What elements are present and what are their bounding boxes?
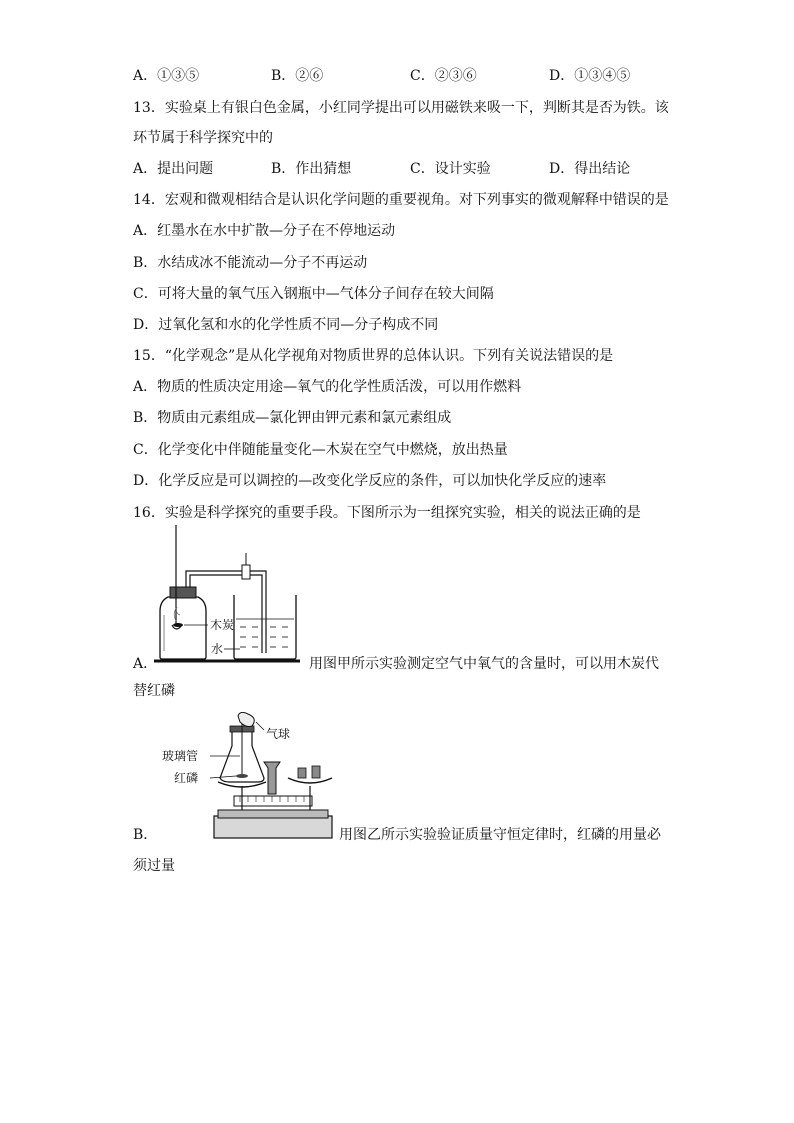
figure-a-label-water: 水: [211, 642, 224, 656]
q16-option-b-text-line1: 用图乙所示实验验证质量守恒定律时，红磷的用量必: [339, 827, 661, 843]
q12-option-a: A．①③⑤: [133, 68, 200, 84]
q12-option-d: D．①③④⑤: [549, 68, 631, 84]
q16-option-a-text-line2: 替红磷: [133, 683, 175, 699]
q16-option-b-text-line2: 须过量: [133, 858, 175, 874]
q15-option-c: C．化学变化中伴随能量变化—木炭在空气中燃烧，放出热量: [133, 442, 508, 458]
q16-option-b-letter: B．: [133, 827, 158, 843]
q16-option-a-letter: A．: [133, 656, 158, 672]
q13-stem-line1: 13．实验桌上有银白色金属，小红同学提出可以用磁铁来吸一下，判断其是否为铁。该: [133, 100, 669, 116]
figure-b-label-red-phosphorus: 红磷: [174, 771, 199, 785]
figure-b-label-balloon: 气球: [266, 727, 291, 741]
q12-option-c: C．②③⑥: [410, 68, 477, 84]
figure-b-label-glass-tube: 玻璃管: [162, 749, 199, 763]
q13-stem-line2: 环节属于科学探究中的: [133, 130, 273, 146]
q15-option-b: B．物质由元素组成—氯化钾由钾元素和氯元素组成: [133, 410, 452, 426]
q12-option-b: B．②⑥: [271, 68, 324, 84]
q13-option-b: B．作出猜想: [271, 161, 352, 177]
q15-option-d: D．化学反应是可以调控的—改变化学反应的条件，可以加快化学反应的速率: [133, 473, 607, 489]
q14-option-a: A．红墨水在水中扩散—分子在不停地运动: [133, 223, 396, 239]
figure-b-apparatus: [160, 712, 336, 842]
q13-option-c: C．设计实验: [410, 161, 491, 177]
figure-a-apparatus: [150, 525, 300, 665]
q14-option-b: B．水结成冰不能流动—分子不再运动: [133, 255, 368, 271]
q13-option-a: A．提出问题: [133, 161, 214, 177]
figure-a-label-charcoal: 木炭: [210, 618, 235, 632]
q14-option-d: D．过氧化氢和水的化学性质不同—分子构成不同: [133, 317, 439, 333]
q16-stem: 16．实验是科学探究的重要手段。下图所示为一组探究实验，相关的说法正确的是: [133, 505, 641, 521]
q14-option-c: C．可将大量的氧气压入钢瓶中—气体分子间存在较大间隔: [133, 286, 494, 302]
q13-option-d: D．得出结论: [549, 161, 631, 177]
q16-option-a-text-line1: 用图甲所示实验测定空气中氧气的含量时，可以用木炭代: [309, 656, 659, 672]
q15-option-a: A．物质的性质决定用途—氧气的化学性质活泼，可以用作燃料: [133, 379, 522, 395]
q14-stem: 14．宏观和微观相结合是认识化学问题的重要视角。对下列事实的微观解释中错误的是: [133, 192, 669, 208]
q15-stem: 15．“化学观念”是从化学视角对物质世界的总体认识。下列有关说法错误的是: [133, 348, 614, 364]
